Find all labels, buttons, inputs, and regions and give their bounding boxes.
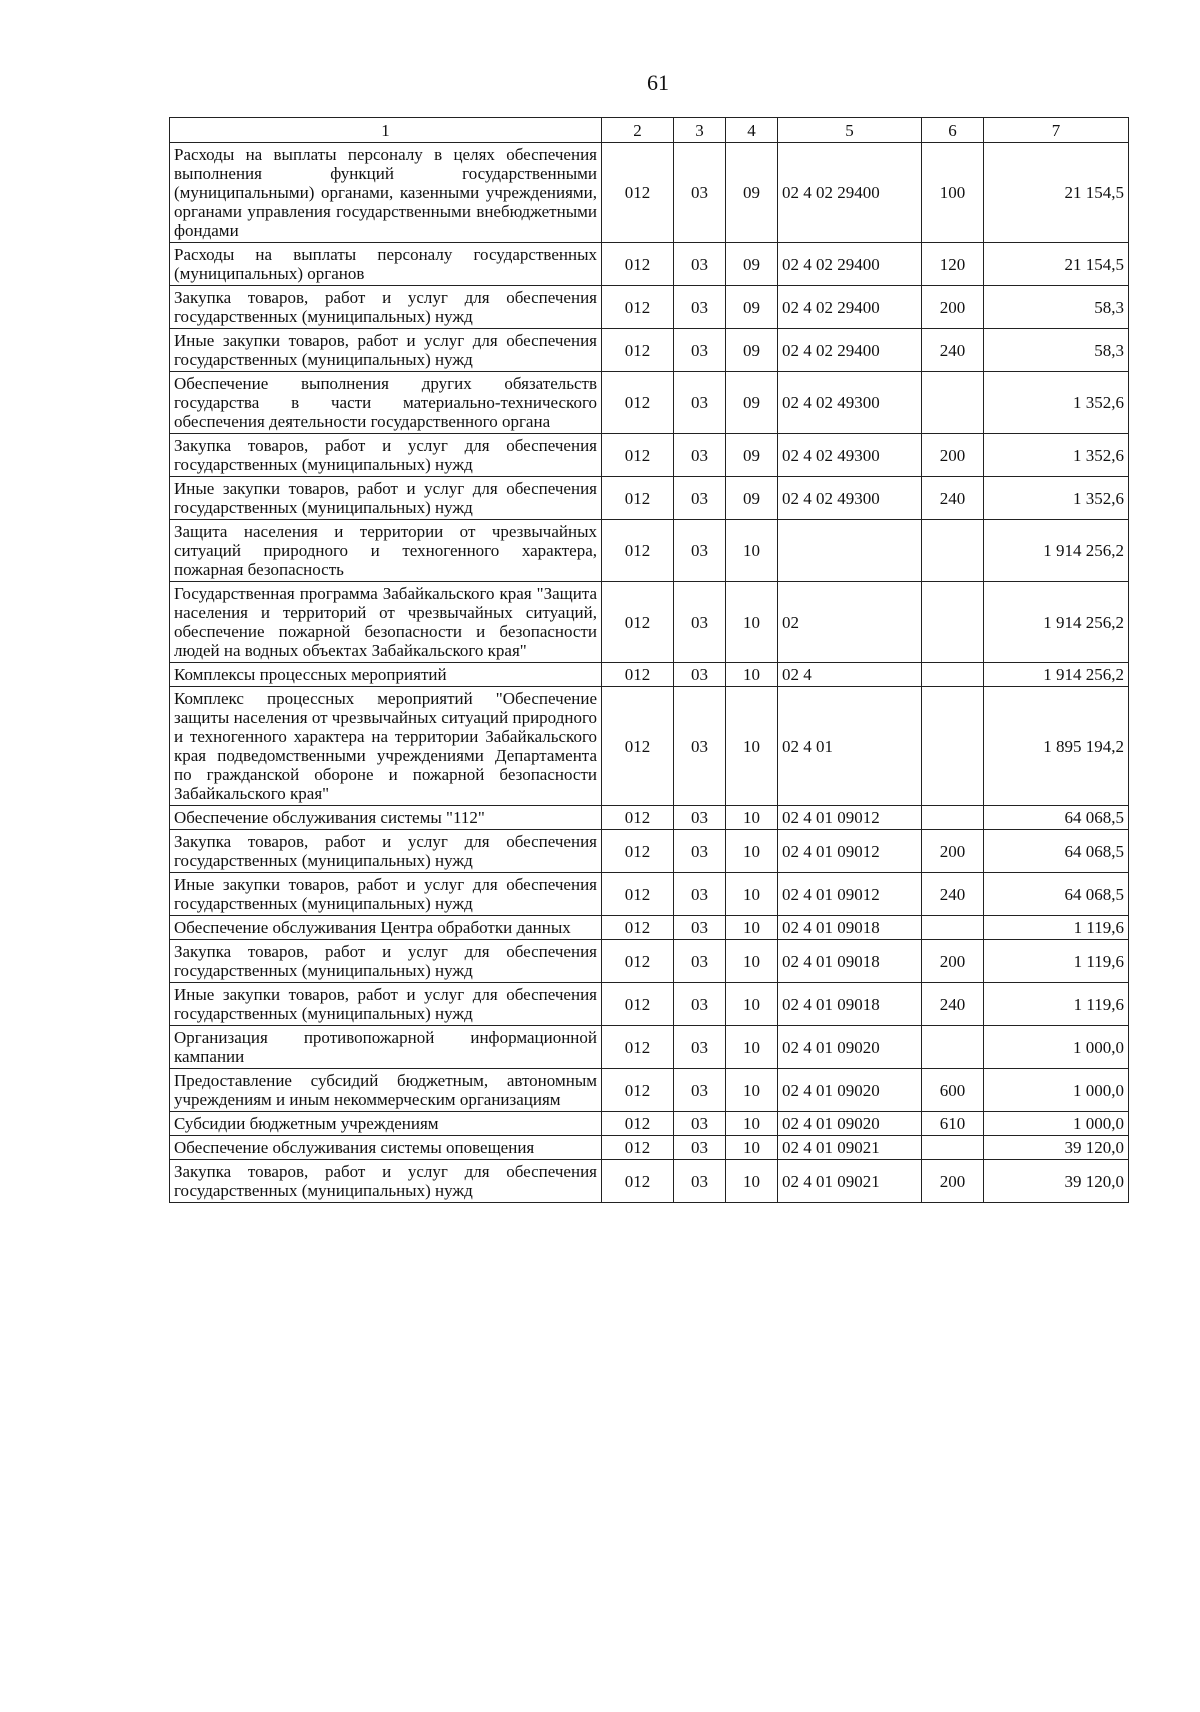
amount: 21 154,5 [984, 243, 1129, 286]
target-article-code: 02 4 01 [778, 687, 922, 806]
expense-type-code [922, 687, 984, 806]
subsection-code: 10 [726, 983, 778, 1026]
ministry-code: 012 [602, 329, 674, 372]
row-description: Комплексы процессных мероприятий [170, 663, 602, 687]
ministry-code: 012 [602, 372, 674, 434]
ministry-code: 012 [602, 1112, 674, 1136]
amount: 1 352,6 [984, 477, 1129, 520]
expense-type-code: 600 [922, 1069, 984, 1112]
expense-type-code [922, 663, 984, 687]
subsection-code: 09 [726, 434, 778, 477]
amount: 1 914 256,2 [984, 520, 1129, 582]
target-article-code: 02 4 01 09012 [778, 806, 922, 830]
section-code: 03 [674, 372, 726, 434]
target-article-code: 02 4 02 29400 [778, 143, 922, 243]
ministry-code: 012 [602, 1069, 674, 1112]
expense-type-code [922, 582, 984, 663]
subsection-code: 10 [726, 830, 778, 873]
amount: 39 120,0 [984, 1136, 1129, 1160]
target-article-code [778, 520, 922, 582]
amount: 1 119,6 [984, 940, 1129, 983]
row-description: Закупка товаров, работ и услуг для обеспечения государственных (муниципальных) нужд [170, 940, 602, 983]
section-code: 03 [674, 663, 726, 687]
row-description: Иные закупки товаров, работ и услуг для обеспечения государственных (муниципальных) нужд [170, 329, 602, 372]
target-article-code: 02 4 01 09021 [778, 1136, 922, 1160]
ministry-code: 012 [602, 940, 674, 983]
section-code: 03 [674, 940, 726, 983]
section-code: 03 [674, 1069, 726, 1112]
table-row [170, 687, 1129, 806]
ministry-code: 012 [602, 520, 674, 582]
row-description: Закупка товаров, работ и услуг для обеспечения государственных (муниципальных) нужд [170, 830, 602, 873]
table-row [170, 983, 1129, 1026]
table-row [170, 830, 1129, 873]
section-code: 03 [674, 520, 726, 582]
row-description: Обеспечение обслуживания Центра обработки данных [170, 916, 602, 940]
amount: 1 119,6 [984, 916, 1129, 940]
row-description: Закупка товаров, работ и услуг для обеспечения государственных (муниципальных) нужд [170, 434, 602, 477]
subsection-code: 09 [726, 286, 778, 329]
amount: 1 914 256,2 [984, 582, 1129, 663]
section-code: 03 [674, 286, 726, 329]
target-article-code: 02 4 02 29400 [778, 329, 922, 372]
target-article-code: 02 4 02 29400 [778, 243, 922, 286]
expense-type-code: 200 [922, 1160, 984, 1203]
target-article-code: 02 4 01 09020 [778, 1026, 922, 1069]
table-row [170, 916, 1129, 940]
ministry-code: 012 [602, 873, 674, 916]
subsection-code: 10 [726, 520, 778, 582]
section-code: 03 [674, 1112, 726, 1136]
amount: 58,3 [984, 286, 1129, 329]
ministry-code: 012 [602, 286, 674, 329]
table-row [170, 1136, 1129, 1160]
ministry-code: 012 [602, 806, 674, 830]
row-description: Защита населения и территории от чрезвычайных ситуаций природного и техногенного характера, пожарная безопасность [170, 520, 602, 582]
expense-type-code: 240 [922, 477, 984, 520]
row-description: Организация противопожарной информационной кампании [170, 1026, 602, 1069]
row-description: Иные закупки товаров, работ и услуг для обеспечения государственных (муниципальных) нужд [170, 477, 602, 520]
subsection-code: 09 [726, 243, 778, 286]
table-row [170, 434, 1129, 477]
column-header: 5 [778, 118, 922, 143]
row-description: Расходы на выплаты персоналу государственных (муниципальных) органов [170, 243, 602, 286]
table-row [170, 873, 1129, 916]
table-row [170, 372, 1129, 434]
row-description: Обеспечение выполнения других обязательств государства в части материально-технического обеспечения деятельности государственного органа [170, 372, 602, 434]
budget-table [169, 117, 1129, 1203]
ministry-code: 012 [602, 243, 674, 286]
expense-type-code: 240 [922, 329, 984, 372]
ministry-code: 012 [602, 916, 674, 940]
subsection-code: 10 [726, 1026, 778, 1069]
amount: 1 895 194,2 [984, 687, 1129, 806]
ministry-code: 012 [602, 477, 674, 520]
target-article-code: 02 4 01 09012 [778, 873, 922, 916]
amount: 64 068,5 [984, 830, 1129, 873]
table-row [170, 329, 1129, 372]
amount: 58,3 [984, 329, 1129, 372]
ministry-code: 012 [602, 983, 674, 1026]
header-row [170, 118, 1129, 143]
target-article-code: 02 4 01 09018 [778, 916, 922, 940]
expense-type-code [922, 372, 984, 434]
row-description: Обеспечение обслуживания системы "112" [170, 806, 602, 830]
target-article-code: 02 4 02 29400 [778, 286, 922, 329]
ministry-code: 012 [602, 830, 674, 873]
section-code: 03 [674, 873, 726, 916]
expense-type-code: 610 [922, 1112, 984, 1136]
amount: 1 914 256,2 [984, 663, 1129, 687]
column-header: 4 [726, 118, 778, 143]
subsection-code: 10 [726, 1136, 778, 1160]
page-number: 61 [647, 70, 669, 95]
column-header: 2 [602, 118, 674, 143]
target-article-code: 02 4 01 09020 [778, 1069, 922, 1112]
expense-type-code: 120 [922, 243, 984, 286]
expense-type-code: 200 [922, 830, 984, 873]
subsection-code: 10 [726, 663, 778, 687]
table-row [170, 286, 1129, 329]
amount: 1 119,6 [984, 983, 1129, 1026]
table-row [170, 806, 1129, 830]
table-row [170, 1112, 1129, 1136]
amount: 1 000,0 [984, 1069, 1129, 1112]
ministry-code: 012 [602, 1026, 674, 1069]
ministry-code: 012 [602, 1136, 674, 1160]
expense-type-code: 200 [922, 434, 984, 477]
expense-type-code: 200 [922, 286, 984, 329]
expense-type-code [922, 520, 984, 582]
expense-type-code: 240 [922, 873, 984, 916]
row-description: Закупка товаров, работ и услуг для обеспечения государственных (муниципальных) нужд [170, 286, 602, 329]
table-row [170, 663, 1129, 687]
subsection-code: 10 [726, 806, 778, 830]
amount: 1 000,0 [984, 1112, 1129, 1136]
ministry-code: 012 [602, 1160, 674, 1203]
table-body [170, 143, 1129, 1203]
expense-type-code: 100 [922, 143, 984, 243]
table-row [170, 243, 1129, 286]
table-row [170, 1160, 1129, 1203]
section-code: 03 [674, 1136, 726, 1160]
subsection-code: 10 [726, 916, 778, 940]
ministry-code: 012 [602, 434, 674, 477]
row-description: Государственная программа Забайкальского края "Защита населения и территорий от чрезвычайных ситуаций, обеспечение пожарной безопасности и безопасности людей на водных объектах Забайкальского края" [170, 582, 602, 663]
table-row [170, 1069, 1129, 1112]
target-article-code: 02 4 01 09021 [778, 1160, 922, 1203]
subsection-code: 10 [726, 940, 778, 983]
section-code: 03 [674, 434, 726, 477]
ministry-code: 012 [602, 582, 674, 663]
amount: 39 120,0 [984, 1160, 1129, 1203]
section-code: 03 [674, 477, 726, 520]
expense-type-code [922, 916, 984, 940]
target-article-code: 02 4 01 09018 [778, 940, 922, 983]
row-description: Предоставление субсидий бюджетным, автономным учреждениям и иным некоммерческим организациям [170, 1069, 602, 1112]
section-code: 03 [674, 1160, 726, 1203]
ministry-code: 012 [602, 663, 674, 687]
section-code: 03 [674, 582, 726, 663]
section-code: 03 [674, 1026, 726, 1069]
section-code: 03 [674, 143, 726, 243]
target-article-code: 02 4 01 09018 [778, 983, 922, 1026]
subsection-code: 10 [726, 1112, 778, 1136]
table-row [170, 940, 1129, 983]
amount: 64 068,5 [984, 873, 1129, 916]
section-code: 03 [674, 687, 726, 806]
expense-type-code [922, 1136, 984, 1160]
subsection-code: 10 [726, 1069, 778, 1112]
target-article-code: 02 4 01 09020 [778, 1112, 922, 1136]
amount: 1 352,6 [984, 434, 1129, 477]
column-header: 6 [922, 118, 984, 143]
amount: 1 352,6 [984, 372, 1129, 434]
target-article-code: 02 4 [778, 663, 922, 687]
subsection-code: 09 [726, 477, 778, 520]
target-article-code: 02 4 02 49300 [778, 372, 922, 434]
section-code: 03 [674, 830, 726, 873]
subsection-code: 09 [726, 143, 778, 243]
row-description: Иные закупки товаров, работ и услуг для обеспечения государственных (муниципальных) нужд [170, 873, 602, 916]
row-description: Иные закупки товаров, работ и услуг для обеспечения государственных (муниципальных) нужд [170, 983, 602, 1026]
target-article-code: 02 [778, 582, 922, 663]
table-row [170, 520, 1129, 582]
expense-type-code [922, 1026, 984, 1069]
table-row [170, 477, 1129, 520]
ministry-code: 012 [602, 687, 674, 806]
column-header: 3 [674, 118, 726, 143]
table-row [170, 1026, 1129, 1069]
expense-type-code: 240 [922, 983, 984, 1026]
table-row [170, 582, 1129, 663]
target-article-code: 02 4 02 49300 [778, 477, 922, 520]
subsection-code: 10 [726, 1160, 778, 1203]
section-code: 03 [674, 329, 726, 372]
subsection-code: 10 [726, 582, 778, 663]
section-code: 03 [674, 806, 726, 830]
table-row [170, 143, 1129, 243]
ministry-code: 012 [602, 143, 674, 243]
section-code: 03 [674, 243, 726, 286]
subsection-code: 10 [726, 873, 778, 916]
amount: 21 154,5 [984, 143, 1129, 243]
subsection-code: 09 [726, 372, 778, 434]
expense-type-code [922, 806, 984, 830]
amount: 64 068,5 [984, 806, 1129, 830]
row-description: Обеспечение обслуживания системы оповещения [170, 1136, 602, 1160]
target-article-code: 02 4 01 09012 [778, 830, 922, 873]
section-code: 03 [674, 983, 726, 1026]
expense-type-code: 200 [922, 940, 984, 983]
column-header: 7 [984, 118, 1129, 143]
subsection-code: 10 [726, 687, 778, 806]
row-description: Расходы на выплаты персоналу в целях обеспечения выполнения функций государственными (муниципальными) органами, казенными учреждениями, органами управления государственными внебюджетными фондами [170, 143, 602, 243]
column-header: 1 [170, 118, 602, 143]
row-description: Закупка товаров, работ и услуг для обеспечения государственных (муниципальных) нужд [170, 1160, 602, 1203]
row-description: Субсидии бюджетным учреждениям [170, 1112, 602, 1136]
subsection-code: 09 [726, 329, 778, 372]
section-code: 03 [674, 916, 726, 940]
amount: 1 000,0 [984, 1026, 1129, 1069]
target-article-code: 02 4 02 49300 [778, 434, 922, 477]
row-description: Комплекс процессных мероприятий "Обеспечение защиты населения от чрезвычайных ситуаций природного и техногенного характера на территории Забайкальского края подведомственными учреждениями Департамента по гражданской обороне и пожарной безопасности Забайкальского края" [170, 687, 602, 806]
